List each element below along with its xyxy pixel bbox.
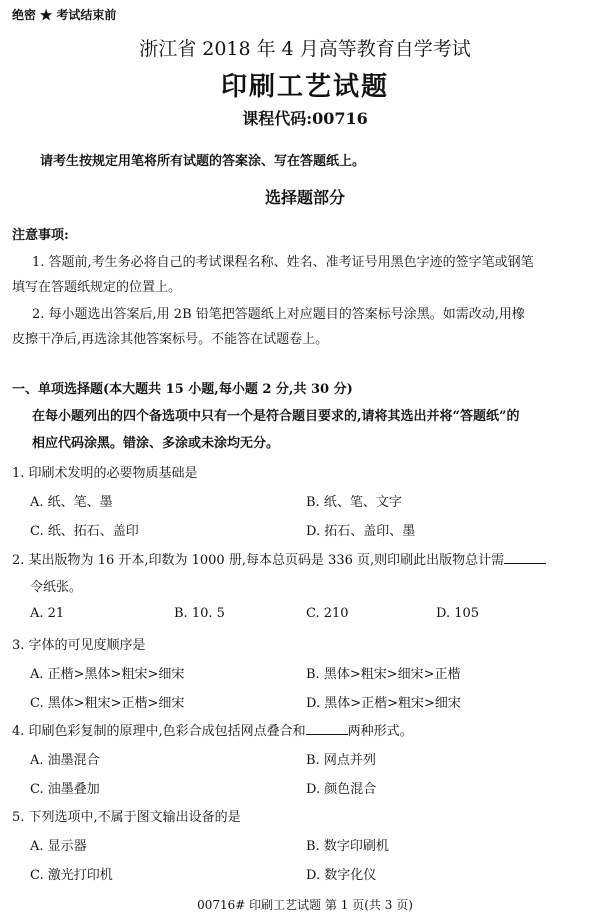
question-4-option-b: B. 网点并列: [306, 753, 376, 768]
question-2-stem-text: 2. 某出版物为 16 开本,印数为 1000 册,每本总页码是 336 页,则印刷此出版物总计需: [12, 553, 505, 568]
question-5-option-d: D. 数字化仪: [306, 868, 377, 883]
question-3-option-b: B. 黑体>粗宋>细宋>正楷: [306, 667, 461, 682]
question-2-option-a: A. 21: [30, 606, 65, 621]
question-1-option-d: D. 拓石、盖印、墨: [306, 524, 416, 539]
notes-title: 注意事项:: [12, 228, 69, 243]
question-3-option-c: C. 黑体>粗宋>正楷>细宋: [30, 696, 185, 711]
answer-blank: [306, 722, 348, 735]
part1-heading: 一、单项选择题(本大题共 15 小题,每小题 2 分,共 30 分): [12, 382, 353, 397]
question-1-option-c: C. 纸、拓石、盖印: [30, 524, 139, 539]
part1-directions-line-1: 在每小题列出的四个备选项中只有一个是符合题目要求的,请将其选出并将“答题纸”的: [32, 409, 520, 424]
section-title: 选择题部分: [264, 188, 345, 207]
question-1-option-b: B. 纸、笔、文字: [306, 495, 402, 510]
exam-title: 浙江省 2018 年 4 月高等教育自学考试: [139, 38, 471, 60]
answer-blank: [504, 551, 546, 564]
question-4-option-d: D. 颜色混合: [306, 782, 377, 797]
part1-directions-line-2: 相应代码涂黑。错涂、多涂或未涂均无分。: [32, 436, 280, 451]
question-2-option-c: C. 210: [306, 606, 349, 621]
question-2-option-d: D. 105: [436, 606, 480, 621]
question-3-option-a: A. 正楷>黑体>粗宋>细宋: [30, 667, 185, 682]
page-footer: 00716# 印刷工艺试题 第 1 页(共 3 页): [197, 898, 413, 912]
question-5-option-c: C. 激光打印机: [30, 868, 113, 883]
note-1-line-2: 填写在答题纸规定的位置上。: [12, 280, 182, 295]
note-2-line-1: 2. 每小题选出答案后,用 2B 铅笔把答题纸上对应题目的答案标号涂黑。如需改动,用橡: [32, 307, 525, 322]
secret-mark: 绝密 ★ 考试结束前: [12, 8, 117, 22]
question-4-stem-after: 两种形式。: [347, 724, 413, 739]
question-4-stem: [12, 720, 413, 739]
question-4-stem-before: 4. 印刷色彩复制的原理中,色彩合成包括网点叠合和: [12, 724, 306, 739]
question-3-stem: 3. 字体的可见度顺序是: [12, 638, 146, 653]
note-1-line-1: 1. 答题前,考生务必将自己的考试课程名称、姓名、准考证号用黑色字迹的签字笔或钢笔: [32, 255, 534, 270]
question-4-option-c: C. 油墨叠加: [30, 782, 100, 797]
paper-title: 印刷工艺试题: [220, 72, 389, 102]
course-code: 课程代码:00716: [242, 109, 368, 128]
note-2-line-2: 皮擦干净后,再选涂其他答案标号。不能答在试题卷上。: [12, 332, 329, 347]
question-5-stem: 5. 下列选项中,不属于图文输出设备的是: [12, 810, 241, 825]
question-3-option-d: D. 黑体>正楷>粗宋>细宋: [306, 696, 461, 711]
question-2-option-b: B. 10. 5: [174, 606, 225, 621]
question-1-stem: 1. 印刷术发明的必要物质基础是: [12, 466, 198, 481]
question-4-option-a: A. 油墨混合: [30, 753, 100, 768]
instruction: 请考生按规定用笔将所有试题的答案涂、写在答题纸上。: [40, 154, 366, 169]
question-5-option-b: B. 数字印刷机: [306, 839, 389, 854]
question-5-option-a: A. 显示器: [30, 839, 87, 854]
question-1-option-a: A. 纸、笔、墨: [30, 495, 113, 510]
question-2-stem-line-2: 令纸张。: [30, 580, 83, 595]
question-2-stem: [12, 549, 546, 568]
